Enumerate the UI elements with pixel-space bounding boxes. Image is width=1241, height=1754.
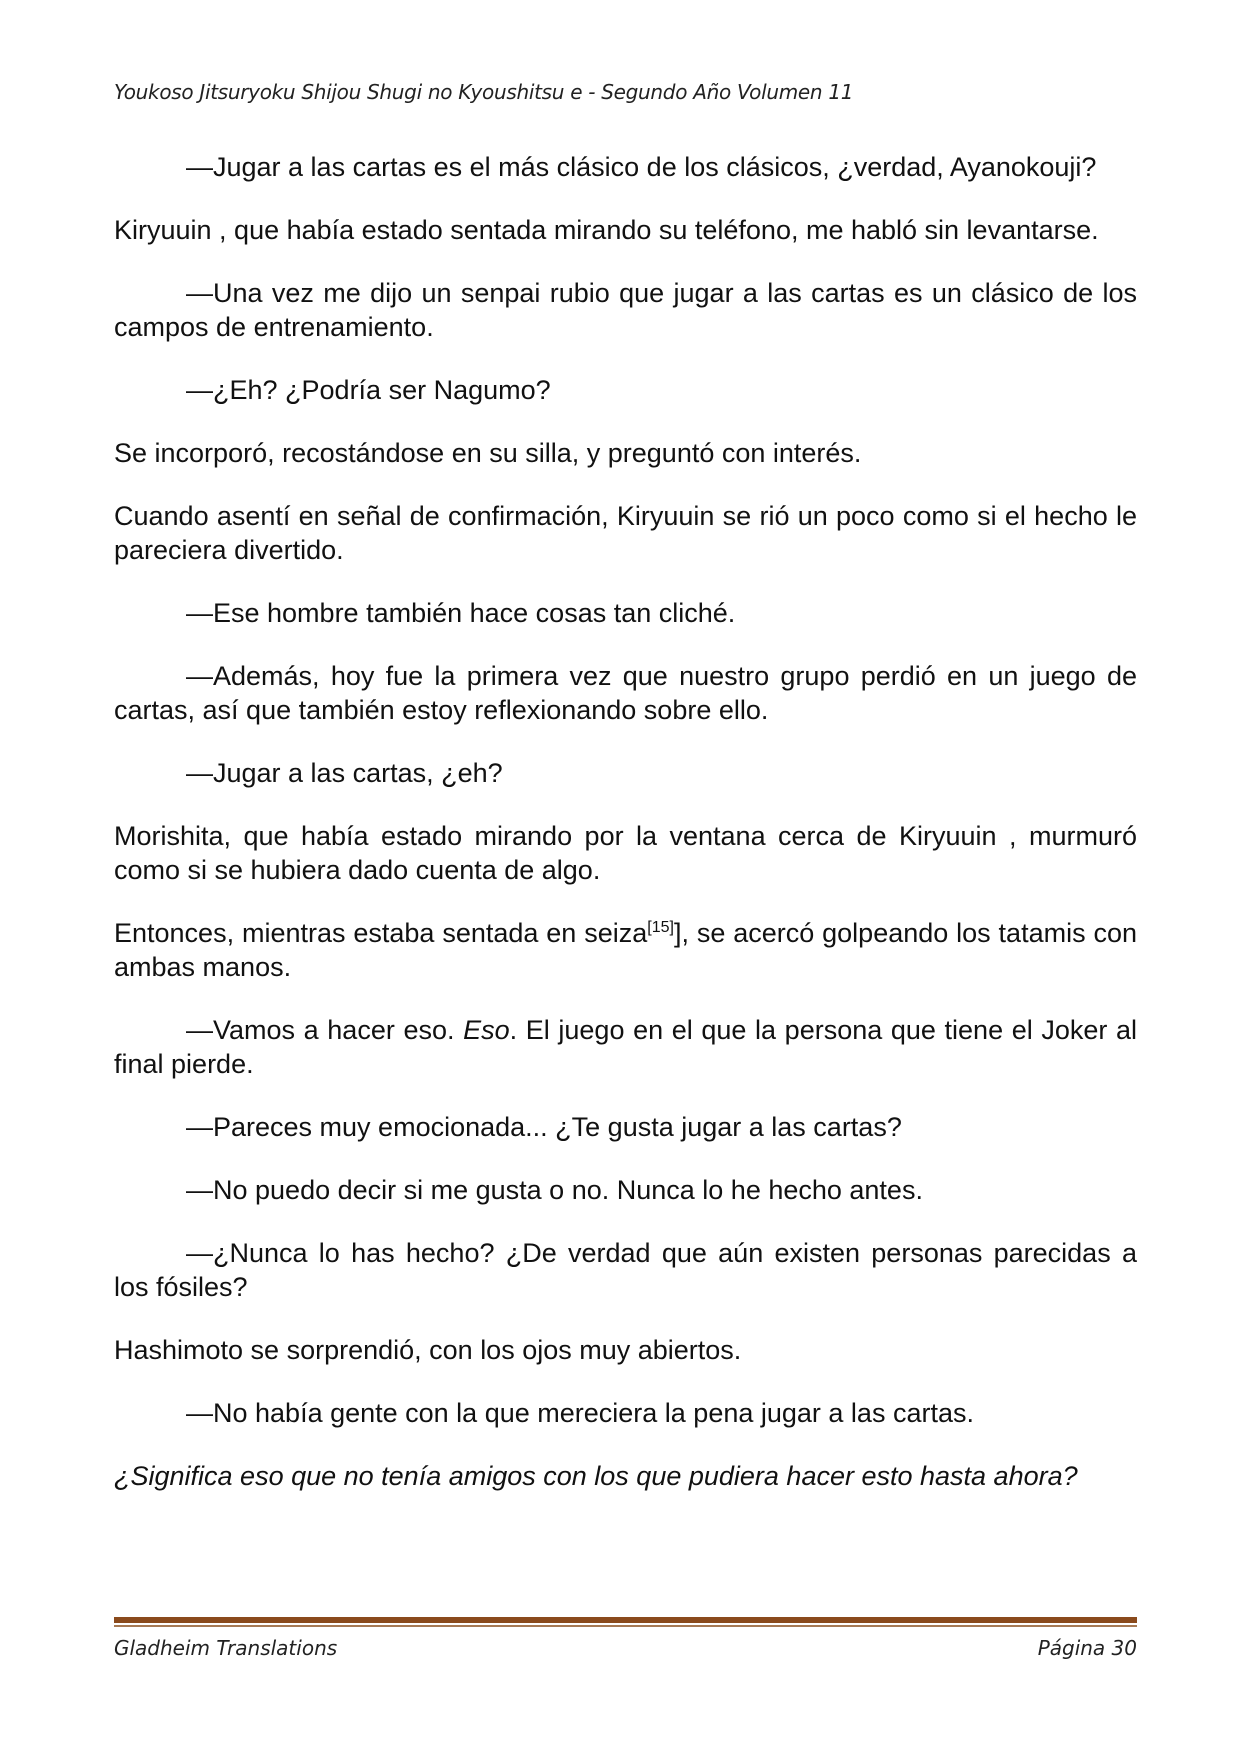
paragraph <box>114 819 1137 887</box>
text-run: —Además, hoy fue la primera vez que nuestro grupo perdió en un juego de cartas, así que también estoy reflexionando sobre ello. <box>114 661 1137 725</box>
text-run: Entonces, mientras estaba sentada en seiza <box>114 918 648 948</box>
text-run: —Ese hombre también hace cosas tan cliché. <box>186 598 736 628</box>
paragraph <box>114 756 1137 790</box>
text-run: Eso <box>463 1015 510 1045</box>
text-run: —Jugar a las cartas es el más clásico de los clásicos, ¿verdad, Ayanokouji? <box>186 152 1097 182</box>
paragraph <box>114 1013 1137 1081</box>
text-run: —No puedo decir si me gusta o no. Nunca lo he hecho antes. <box>186 1175 923 1205</box>
text-run: Morishita, que había estado mirando por la ventana cerca de Kiryuuin , murmuró como si se hubiera dado cuenta de algo. <box>114 821 1137 885</box>
text-run: Se incorporó, recostándose en su silla, y preguntó con interés. <box>114 438 862 468</box>
paragraph <box>114 659 1137 727</box>
paragraph <box>114 1110 1137 1144</box>
text-run: —Pareces muy emocionada... ¿Te gusta jugar a las cartas? <box>186 1112 902 1142</box>
paragraph <box>114 1333 1137 1367</box>
text-run: —Una vez me dijo un senpai rubio que jugar a las cartas es un clásico de los campos de entrenamiento. <box>114 278 1137 342</box>
paragraph <box>114 916 1137 984</box>
text-run: —¿Nunca lo has hecho? ¿De verdad que aún existen personas parecidas a los fósiles? <box>114 1238 1137 1302</box>
page-number: Página 30 <box>1037 1636 1137 1660</box>
paragraph <box>114 1173 1137 1207</box>
paragraph <box>114 1459 1137 1493</box>
footnote-reference[interactable]: [15] <box>647 919 674 936</box>
paragraph <box>114 150 1137 184</box>
text-run: —¿Eh? ¿Podría ser Nagumo? <box>186 375 551 405</box>
paragraph <box>114 596 1137 630</box>
text-run: —No había gente con la que mereciera la pena jugar a las cartas. <box>186 1398 974 1428</box>
paragraph <box>114 373 1137 407</box>
paragraph <box>114 499 1137 567</box>
paragraph <box>114 1236 1137 1304</box>
text-run: ], se acercó golpeando los tatamis con ambas manos. <box>114 918 1137 982</box>
text-run: ¿Significa eso que no tenía amigos con los que pudiera hacer esto hasta ahora? <box>114 1461 1078 1491</box>
text-run: . El juego en el que la persona que tiene el Joker al final pierde. <box>114 1015 1138 1079</box>
text-run: —Vamos a hacer eso. <box>186 1015 464 1045</box>
footer-divider <box>114 1617 1137 1627</box>
paragraph <box>114 213 1137 247</box>
page-body <box>114 150 1137 1522</box>
paragraph <box>114 1396 1137 1430</box>
paragraph <box>114 436 1137 470</box>
text-run: Hashimoto se sorprendió, con los ojos muy abiertos. <box>114 1335 742 1365</box>
paragraph <box>114 276 1137 344</box>
text-run: Cuando asentí en señal de confirmación, Kiryuuin se rió un poco como si el hecho le pareciera divertido. <box>114 501 1137 565</box>
text-run: Kiryuuin , que había estado sentada mirando su teléfono, me habló sin levantarse. <box>114 215 1099 245</box>
running-header: Youkoso Jitsuryoku Shijou Shugi no Kyoushitsu e - Segundo Año Volumen 11 <box>114 80 854 104</box>
footer-translator: Gladheim Translations <box>114 1636 338 1660</box>
text-run: —Jugar a las cartas, ¿eh? <box>186 758 503 788</box>
